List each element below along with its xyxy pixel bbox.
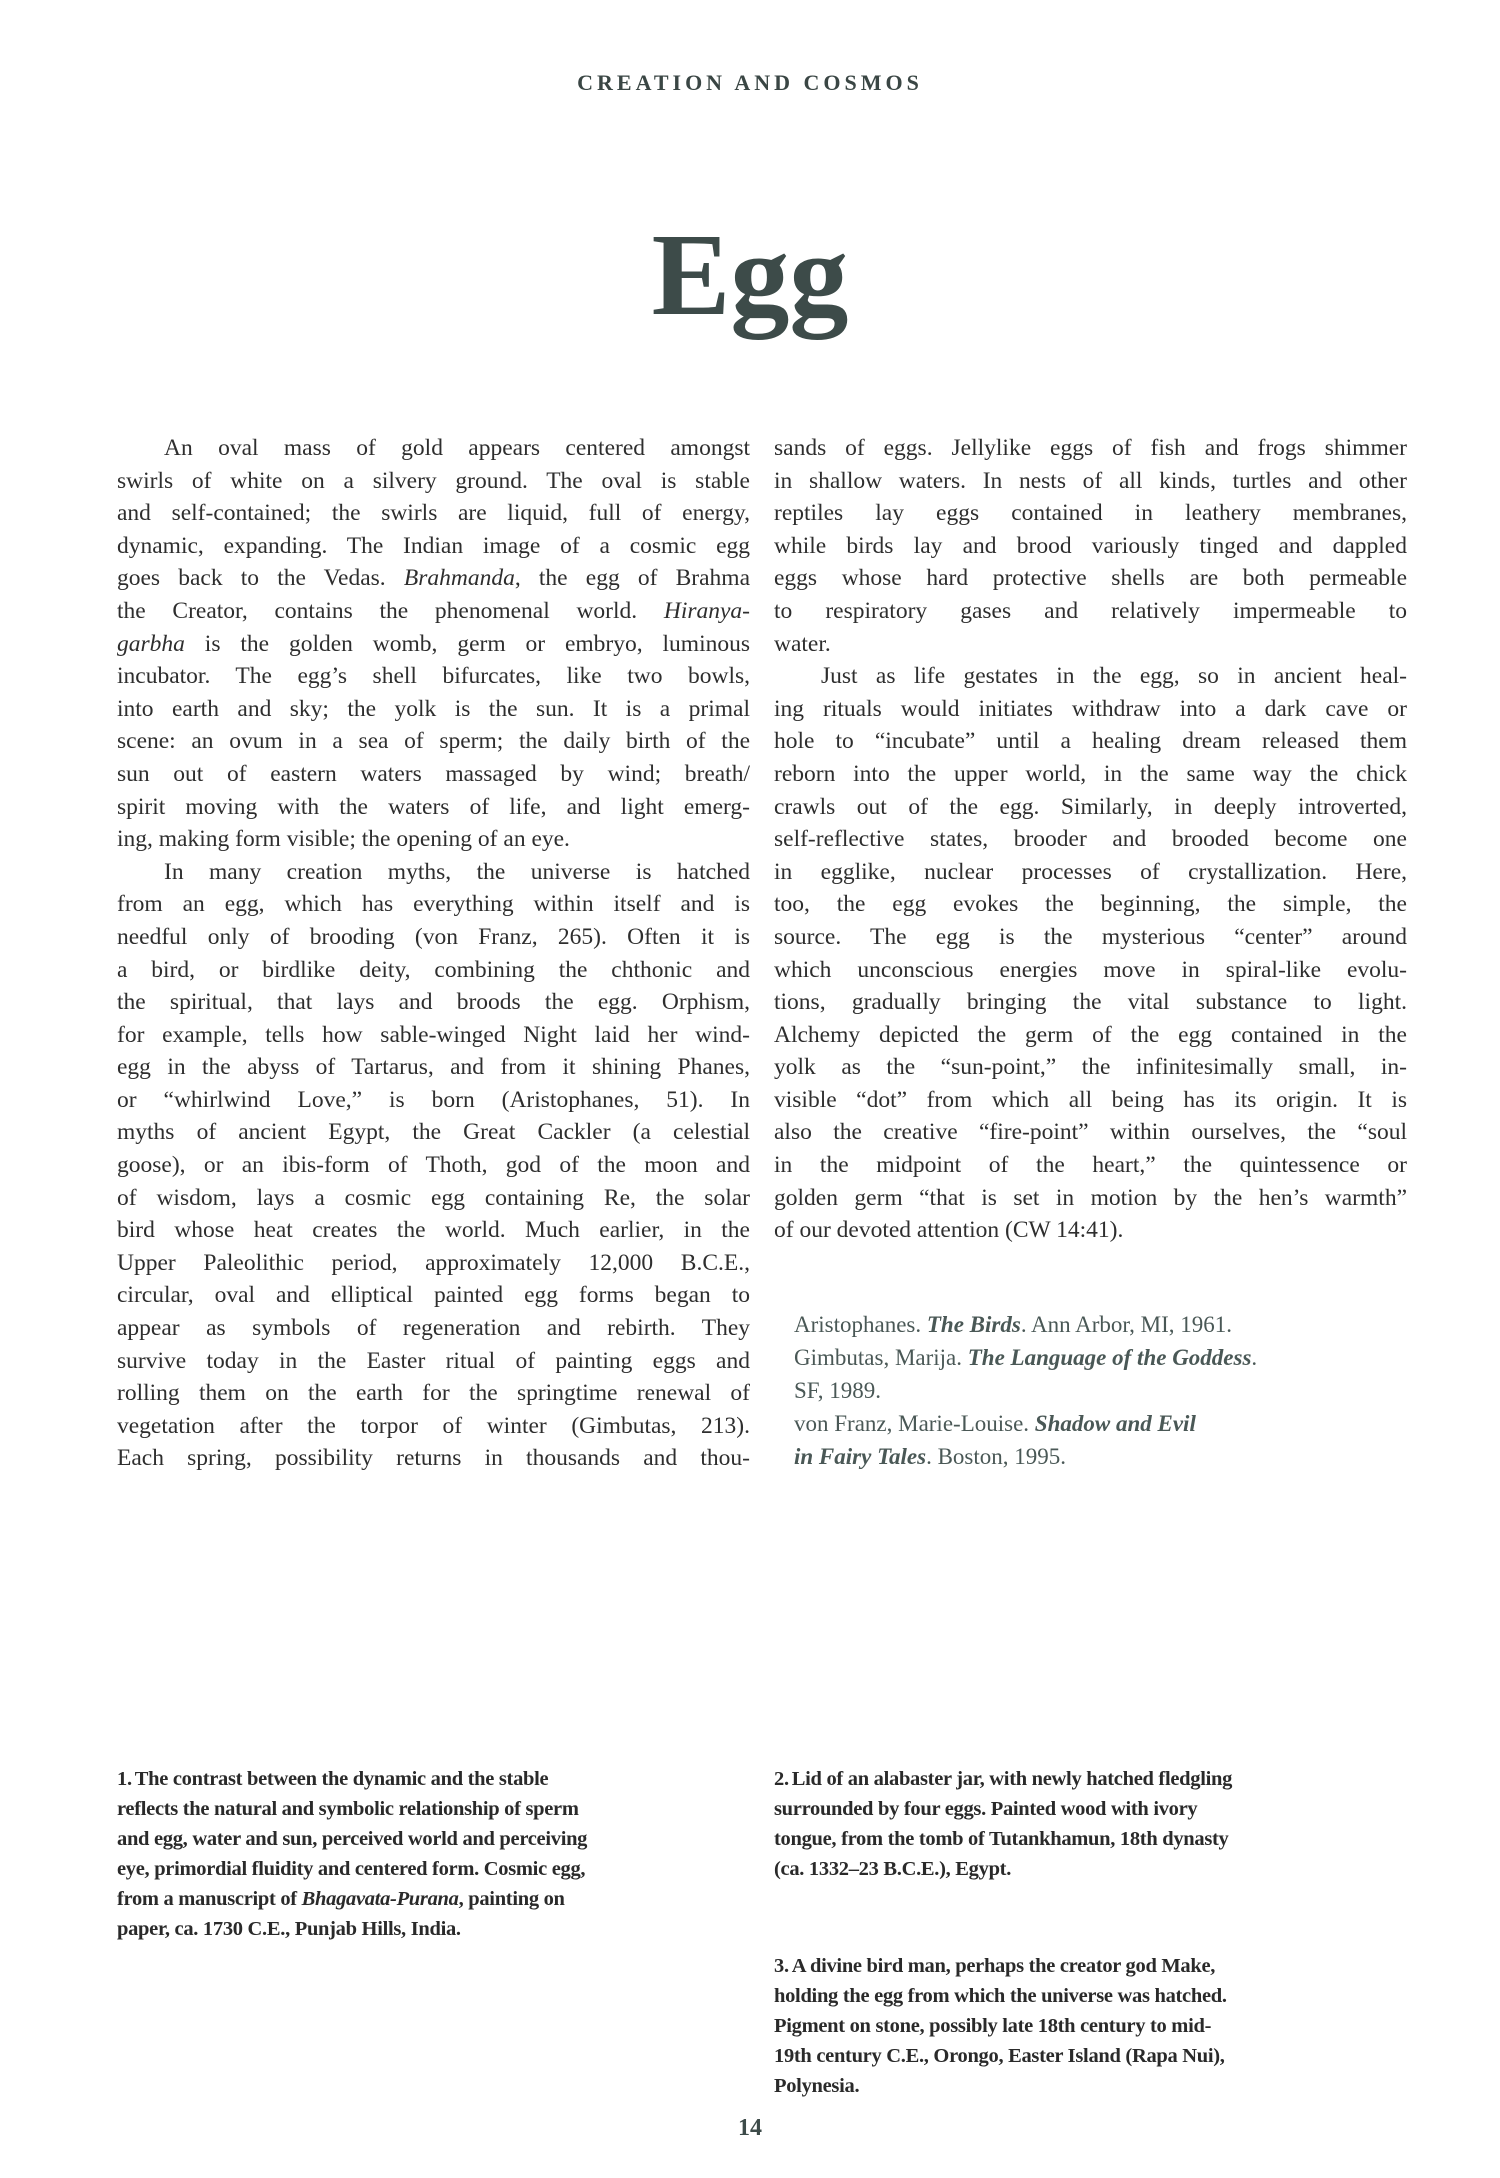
text-segment: .	[1251, 1345, 1258, 1370]
text-segment: eggs whose hard protective shells are both permeable	[774, 565, 1407, 592]
text-segment: An oval mass of gold appears centered amongst	[164, 435, 750, 461]
text-line	[774, 758, 1407, 791]
text-segment: or “whirlwind Love,” is born (Aristophanes, 51). In	[117, 1086, 750, 1113]
text-line	[774, 1116, 1407, 1149]
text-segment: vegetation after the torpor of winter (Gimbutas, 213).	[117, 1412, 750, 1439]
text-line	[117, 1182, 750, 1215]
text-segment: . Boston, 1995.	[926, 1444, 1066, 1469]
text-segment: Gimbutas, Marija.	[794, 1345, 968, 1370]
text-line	[117, 1442, 750, 1475]
text-line	[117, 725, 750, 758]
text-line	[774, 465, 1407, 498]
text-segment: into earth and sky; the yolk is the sun. It is a primal	[117, 695, 750, 722]
text-line	[117, 758, 750, 791]
text-line	[774, 693, 1407, 726]
text-segment: A divine bird man, perhaps the creator god Make,	[791, 1955, 1216, 1977]
text-line	[117, 888, 750, 921]
text-segment: incubator. The egg’s shell bifurcates, like two bowls,	[117, 663, 750, 690]
text-segment: myths of ancient Egypt, the Great Cackler (a celestial	[117, 1119, 750, 1146]
italic-text: garbha	[117, 630, 185, 657]
text-line	[117, 628, 750, 661]
text-line	[774, 954, 1407, 987]
text-segment: while birds lay and brood variously tinged and dappled	[774, 532, 1407, 559]
text-segment: of wisdom, lays a cosmic egg containing Re, the solar	[117, 1184, 750, 1211]
text-line	[774, 628, 1407, 661]
text-segment: . Ann Arbor, MI, 1961.	[1020, 1312, 1233, 1337]
text-segment: reflects the natural and symbolic relationship of sperm	[117, 1798, 579, 1820]
caption-1	[117, 1764, 757, 1944]
text-line	[117, 1116, 750, 1149]
caption-line	[117, 1884, 757, 1914]
text-segment: tongue, from the tomb of Tutankhamun, 18th dynasty	[774, 1828, 1229, 1850]
caption-line	[774, 1764, 1414, 1794]
text-segment: , the egg of Brahma	[514, 565, 751, 592]
text-line	[117, 1051, 750, 1084]
text-segment: The contrast between the dynamic and the stable	[134, 1768, 549, 1790]
text-segment: water.	[774, 630, 831, 657]
text-segment: which unconscious energies move in spiral-like evolu-	[774, 956, 1407, 983]
caption-line	[774, 2011, 1414, 2041]
text-line	[117, 497, 750, 530]
text-segment: reptiles lay eggs contained in leathery membranes,	[774, 500, 1407, 527]
text-segment: sands of eggs. Jellylike eggs of fish and frogs shimmer	[774, 435, 1407, 461]
text-segment: to respiratory gases and relatively impermeable to	[774, 597, 1407, 624]
text-segment: sun out of eastern waters massaged by wind; breath/	[117, 760, 750, 787]
text-line	[117, 1247, 750, 1280]
caption-number: 2.	[774, 1768, 789, 1790]
text-segment: is the golden womb, germ or embryo, luminous	[184, 630, 750, 657]
text-segment: 19th century C.E., Orongo, Easter Island (Rapa Nui),	[774, 2045, 1225, 2067]
text-segment: Upper Paleolithic period, approximately 12,000 B.C.E.,	[117, 1249, 750, 1276]
text-segment: hole to “incubate” until a healing dream released them	[774, 728, 1407, 755]
reference-line	[794, 1440, 1394, 1473]
italic-text: Shadow and Evil	[1034, 1411, 1196, 1436]
reference-line	[794, 1341, 1394, 1374]
caption-line	[774, 1951, 1414, 1981]
reference-line	[794, 1407, 1394, 1440]
body-column-left	[117, 432, 750, 1475]
text-segment: SF, 1989.	[794, 1378, 881, 1403]
text-segment: goose), or an ibis-form of Thoth, god of the moon and	[117, 1152, 750, 1179]
text-line	[774, 856, 1407, 889]
text-line	[117, 921, 750, 954]
caption-line	[774, 1824, 1414, 1854]
text-line	[774, 921, 1407, 954]
text-segment: the spiritual, that lays and broods the egg. Orphism,	[117, 989, 750, 1016]
running-head: CREATION AND COSMOS	[577, 70, 923, 95]
text-line	[117, 1214, 750, 1247]
text-segment: yolk as the “sun-point,” the infinitesimally small, in-	[774, 1054, 1407, 1081]
text-line	[117, 856, 750, 889]
text-segment: ing, making form visible; the opening of an eye.	[117, 826, 570, 853]
text-segment: in egglike, nuclear processes of crystallization. Here,	[774, 858, 1407, 885]
text-line	[117, 1019, 750, 1052]
text-line	[774, 725, 1407, 758]
page-title: Egg	[651, 209, 849, 340]
text-segment: spirit moving with the waters of life, and light emerg-	[117, 793, 750, 820]
text-line	[117, 1084, 750, 1117]
text-line	[117, 1345, 750, 1378]
text-segment: reborn into the upper world, in the same way the chick	[774, 760, 1407, 787]
text-line	[774, 1182, 1407, 1215]
caption-3	[774, 1951, 1414, 2101]
text-segment: in the midpoint of the heart,” the quintessence or	[774, 1152, 1407, 1179]
text-segment: Each spring, possibility returns in thousands and thou-	[117, 1445, 750, 1472]
text-segment: circular, oval and elliptical painted egg forms began to	[117, 1282, 750, 1309]
text-segment: and self-contained; the swirls are liquid, full of energy,	[117, 500, 750, 527]
text-line	[117, 823, 750, 856]
text-line	[774, 1149, 1407, 1182]
text-segment: in shallow waters. In nests of all kinds, turtles and other	[774, 467, 1407, 494]
text-segment: ing rituals would initiates withdraw into a dark cave or	[774, 695, 1407, 722]
caption-line	[774, 1854, 1414, 1884]
text-line	[117, 1279, 750, 1312]
text-line	[774, 791, 1407, 824]
text-segment: and egg, water and sun, perceived world and perceiving	[117, 1828, 588, 1850]
text-segment: a bird, or birdlike deity, combining the chthonic and	[117, 956, 750, 983]
text-line	[774, 530, 1407, 563]
text-segment: surrounded by four eggs. Painted wood with ivory	[774, 1798, 1198, 1820]
caption-line	[117, 1764, 757, 1794]
text-segment: the Creator, contains the phenomenal world.	[117, 597, 664, 624]
reference-line	[794, 1308, 1394, 1341]
text-segment: Pigment on stone, possibly late 18th century to mid-	[774, 2015, 1212, 2037]
text-line	[774, 432, 1407, 465]
text-segment: too, the egg evokes the beginning, the simple, the	[774, 891, 1407, 918]
text-line	[117, 432, 750, 465]
text-segment: Polynesia.	[774, 2075, 860, 2097]
text-segment: rolling them on the earth for the springtime renewal of	[117, 1380, 750, 1407]
text-segment: scene: an ovum in a sea of sperm; the daily birth of the	[117, 728, 750, 755]
text-line	[117, 1410, 750, 1443]
text-line	[774, 1019, 1407, 1052]
text-line	[117, 1149, 750, 1182]
text-line	[117, 986, 750, 1019]
text-segment: bird whose heat creates the world. Much earlier, in the	[117, 1217, 750, 1244]
text-segment: from a manuscript of	[117, 1888, 302, 1910]
body-column-right	[774, 432, 1407, 1247]
paragraph	[774, 432, 1407, 660]
text-segment: , painting on	[458, 1888, 565, 1910]
caption-line	[774, 2071, 1414, 2101]
text-line	[774, 986, 1407, 1019]
text-segment: In many creation myths, the universe is hatched	[164, 858, 750, 885]
paragraph	[117, 856, 750, 1475]
caption-line	[774, 2041, 1414, 2071]
text-line	[774, 888, 1407, 921]
text-line	[117, 562, 750, 595]
text-segment: from an egg, which has everything within itself and is	[117, 891, 750, 918]
text-line	[117, 465, 750, 498]
text-line	[117, 693, 750, 726]
text-segment: Just as life gestates in the egg, so in ancient heal-	[821, 663, 1407, 690]
text-segment: self-reflective states, brooder and brooded become one	[774, 826, 1407, 853]
text-line	[117, 530, 750, 563]
text-segment: Aristophanes.	[794, 1312, 927, 1337]
italic-text: Brahmanda	[403, 565, 515, 592]
italic-text: Hiranya-	[663, 597, 750, 624]
italic-text: Bhagavata-Purana	[301, 1888, 459, 1910]
text-line	[774, 1084, 1407, 1117]
text-line	[774, 1051, 1407, 1084]
caption-line	[117, 1854, 757, 1884]
text-segment: for example, tells how sable-winged Night laid her wind-	[117, 1021, 750, 1048]
text-line	[117, 954, 750, 987]
text-segment: Lid of an alabaster jar, with newly hatched fledgling	[791, 1768, 1233, 1790]
text-segment: tions, gradually bringing the vital substance to light.	[774, 989, 1407, 1016]
page-number: 14	[738, 2115, 762, 2141]
text-line	[117, 1377, 750, 1410]
text-line	[117, 791, 750, 824]
references-list	[794, 1308, 1394, 1473]
caption-line	[774, 1794, 1414, 1824]
italic-text: The Language of the Goddess	[967, 1345, 1252, 1370]
caption-2	[774, 1764, 1414, 1884]
text-segment: swirls of white on a silvery ground. The oval is stable	[117, 467, 750, 494]
caption-number: 1.	[117, 1768, 132, 1790]
text-line	[117, 1312, 750, 1345]
text-segment: paper, ca. 1730 C.E., Punjab Hills, India.	[117, 1918, 461, 1940]
text-segment: golden germ “that is set in motion by the hen’s warmth”	[774, 1184, 1407, 1211]
text-line	[774, 562, 1407, 595]
italic-text: The Birds	[926, 1312, 1021, 1337]
text-segment: needful only of brooding (von Franz, 265). Often it is	[117, 923, 750, 950]
caption-line	[117, 1794, 757, 1824]
text-segment: of our devoted attention (CW 14:41).	[774, 1217, 1124, 1244]
text-segment: survive today in the Easter ritual of painting eggs and	[117, 1347, 750, 1374]
text-segment: source. The egg is the mysterious “center” around	[774, 923, 1407, 950]
text-segment: eye, primordial fluidity and centered form. Cosmic egg,	[117, 1858, 586, 1880]
caption-number: 3.	[774, 1955, 789, 1977]
text-segment: also the creative “fire-point” within ourselves, the “soul	[774, 1119, 1407, 1146]
text-line	[117, 595, 750, 628]
text-line	[774, 823, 1407, 856]
text-segment: appear as symbols of regeneration and rebirth. They	[117, 1315, 750, 1342]
text-line	[774, 497, 1407, 530]
text-line	[117, 660, 750, 693]
text-segment: egg in the abyss of Tartarus, and from it shining Phanes,	[117, 1054, 750, 1081]
text-segment: crawls out of the egg. Similarly, in deeply introverted,	[774, 793, 1407, 820]
paragraph	[117, 432, 750, 856]
caption-line	[774, 1981, 1414, 2011]
caption-line	[117, 1914, 757, 1944]
reference-line	[794, 1374, 1394, 1407]
text-segment: dynamic, expanding. The Indian image of a cosmic egg	[117, 532, 750, 559]
text-segment: von Franz, Marie-Louise.	[794, 1411, 1035, 1436]
text-segment: holding the egg from which the universe was hatched.	[774, 1985, 1227, 2007]
text-line	[774, 1214, 1407, 1247]
text-segment: Alchemy depicted the germ of the egg contained in the	[774, 1021, 1407, 1048]
text-segment: visible “dot” from which all being has its origin. It is	[774, 1086, 1407, 1113]
italic-text: in Fairy Tales	[794, 1444, 927, 1469]
text-line	[774, 595, 1407, 628]
text-segment: goes back to the Vedas.	[117, 565, 404, 592]
text-segment: (ca. 1332–23 B.C.E.), Egypt.	[774, 1858, 1012, 1880]
text-line	[774, 660, 1407, 693]
paragraph	[774, 660, 1407, 1247]
caption-line	[117, 1824, 757, 1854]
